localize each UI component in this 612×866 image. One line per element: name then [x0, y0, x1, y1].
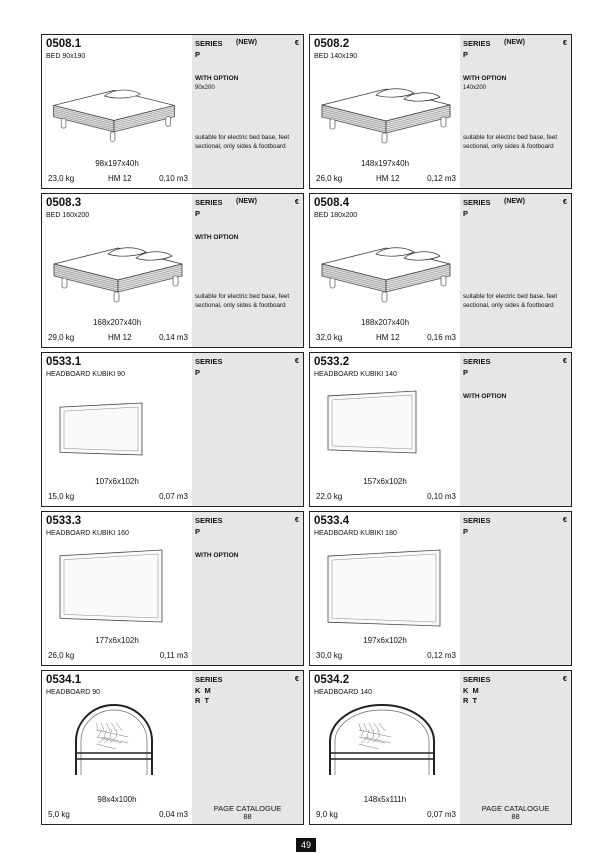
- product-note: suitable for electric bed base, feet sectional, only sides & footboard: [463, 293, 558, 309]
- product-code: 0533.2: [314, 356, 350, 368]
- catalogue-grid: [41, 34, 572, 826]
- series-label: SERIES: [195, 39, 223, 48]
- product-info: [310, 671, 460, 824]
- series-code: P: [463, 368, 470, 377]
- panel-headboard-icon: [324, 387, 420, 462]
- new-badge: (NEW): [236, 39, 257, 46]
- product-weight: 26,0 kg: [48, 651, 75, 660]
- series-code: K M: [463, 686, 480, 695]
- series-code: P: [195, 368, 202, 377]
- currency-symbol: €: [562, 515, 567, 524]
- product-hm: HM 12: [108, 174, 132, 183]
- page-catalogue-label: PAGE CATALOGUE: [481, 804, 550, 813]
- series-code: P: [195, 50, 202, 59]
- arch-headboard-icon: [324, 701, 440, 784]
- product-hm: HM 12: [108, 333, 132, 342]
- currency-symbol: €: [294, 38, 299, 47]
- product-name: HEADBOARD KUBIKI 140: [314, 371, 397, 378]
- product-volume: 0,16 m3: [427, 333, 456, 342]
- option-size: 140x200: [463, 85, 487, 91]
- product-volume: 0,10 m3: [159, 174, 188, 183]
- product-hm: HM 12: [376, 333, 400, 342]
- series-panel: [460, 671, 571, 824]
- product-volume: 0,07 m3: [427, 810, 456, 819]
- page-catalogue-number: 88: [511, 812, 520, 821]
- product-weight: 30,0 kg: [316, 651, 343, 660]
- bed-icon: [316, 75, 456, 155]
- product-dimensions: 177x6x102h: [95, 636, 139, 645]
- product-info: [42, 353, 192, 506]
- series-panel: [460, 35, 571, 188]
- series-code: P: [463, 50, 470, 59]
- currency-symbol: €: [562, 197, 567, 206]
- bed-icon: [316, 234, 456, 314]
- series-panel: [460, 353, 571, 506]
- currency-symbol: €: [294, 515, 299, 524]
- series-panel: [192, 353, 303, 506]
- bed-icon: [48, 234, 188, 314]
- series-panel: [192, 35, 303, 188]
- product-card: [309, 670, 572, 825]
- series-code: P: [463, 209, 470, 218]
- currency-symbol: €: [294, 197, 299, 206]
- series-label: SERIES: [195, 198, 223, 207]
- series-panel: [460, 194, 571, 347]
- series-label: SERIES: [195, 516, 223, 525]
- currency-symbol: €: [294, 674, 299, 683]
- product-card: [41, 193, 304, 348]
- product-card: [41, 670, 304, 825]
- product-volume: 0,07 m3: [159, 492, 188, 501]
- product-info: [42, 671, 192, 824]
- series-label: SERIES: [463, 516, 491, 525]
- series-label: SERIES: [463, 675, 491, 684]
- product-dimensions: 197x6x102h: [363, 636, 407, 645]
- page-catalogue-label: PAGE CATALOGUE: [213, 804, 282, 813]
- product-info: [310, 194, 460, 347]
- product-weight: 32,0 kg: [316, 333, 343, 342]
- panel-headboard-icon: [324, 546, 444, 635]
- series-label: SERIES: [195, 357, 223, 366]
- product-note: suitable for electric bed base, feet sectional, only sides & footboard: [463, 134, 558, 150]
- series-code: P: [195, 527, 202, 536]
- product-code: 0508.2: [314, 38, 350, 50]
- product-dimensions: 148x5x111h: [363, 795, 407, 804]
- product-code: 0533.3: [46, 515, 82, 527]
- product-name: BED 90x190: [46, 53, 86, 60]
- series-label: SERIES: [463, 198, 491, 207]
- product-weight: 15,0 kg: [48, 492, 75, 501]
- product-volume: 0,10 m3: [427, 492, 456, 501]
- product-name: HEADBOARD KUBIKI 180: [314, 530, 397, 537]
- product-code: 0534.1: [46, 674, 82, 686]
- product-card: [41, 352, 304, 507]
- product-dimensions: 98x4x100h: [97, 795, 137, 804]
- series-panel: [192, 194, 303, 347]
- product-card: [309, 34, 572, 189]
- product-info: [42, 35, 192, 188]
- product-card: [309, 193, 572, 348]
- product-volume: 0,12 m3: [427, 174, 456, 183]
- product-code: 0533.4: [314, 515, 350, 527]
- option-label: WITH OPTION: [195, 234, 239, 241]
- product-code: 0508.3: [46, 197, 82, 209]
- bed-icon: [48, 75, 180, 155]
- currency-symbol: €: [562, 38, 567, 47]
- new-badge: (NEW): [236, 198, 257, 205]
- product-weight: 22,0 kg: [316, 492, 343, 501]
- product-code: 0508.1: [46, 38, 82, 50]
- page-number: 49: [296, 838, 316, 852]
- product-card: [41, 34, 304, 189]
- currency-symbol: €: [562, 356, 567, 365]
- product-weight: 9,0 kg: [316, 810, 338, 819]
- currency-symbol: €: [294, 356, 299, 365]
- product-dimensions: 98x197x40h: [95, 159, 139, 168]
- product-code: 0508.4: [314, 197, 350, 209]
- page-catalogue-number: 88: [243, 812, 252, 821]
- product-volume: 0,11 m3: [159, 651, 188, 660]
- product-name: BED 180x200: [314, 212, 358, 219]
- product-dimensions: 157x6x102h: [363, 477, 407, 486]
- product-card: [309, 352, 572, 507]
- new-badge: (NEW): [504, 198, 525, 205]
- product-note: suitable for electric bed base, feet sectional, only sides & footboard: [195, 293, 290, 309]
- product-dimensions: 107x6x102h: [95, 477, 139, 486]
- series-code: K M: [195, 686, 212, 695]
- panel-headboard-icon: [56, 546, 166, 631]
- option-label: WITH OPTION: [195, 75, 239, 82]
- product-name: BED 140x190: [314, 53, 358, 60]
- product-info: [310, 512, 460, 665]
- product-code: 0534.2: [314, 674, 350, 686]
- product-info: [42, 512, 192, 665]
- product-volume: 0,04 m3: [159, 810, 188, 819]
- series-label: SERIES: [463, 39, 491, 48]
- product-card: [309, 511, 572, 666]
- product-name: HEADBOARD KUBIKI 160: [46, 530, 129, 537]
- product-hm: HM 12: [376, 174, 400, 183]
- option-label: WITH OPTION: [463, 75, 507, 82]
- series-panel: [460, 512, 571, 665]
- series-code: P: [195, 209, 202, 218]
- series-label: SERIES: [195, 675, 223, 684]
- new-badge: (NEW): [504, 39, 525, 46]
- product-info: [310, 35, 460, 188]
- product-info: [42, 194, 192, 347]
- product-card: [41, 511, 304, 666]
- series-code: P: [463, 527, 470, 536]
- product-code: 0533.1: [46, 356, 82, 368]
- panel-headboard-icon: [56, 399, 146, 464]
- page-catalogue-ref: [460, 805, 571, 821]
- product-info: [310, 353, 460, 506]
- product-name: HEADBOARD KUBIKI 90: [46, 371, 125, 378]
- product-dimensions: 148x197x40h: [360, 159, 410, 168]
- product-note: suitable for electric bed base, feet sectional, only sides & footboard: [195, 134, 290, 150]
- product-weight: 29,0 kg: [48, 333, 75, 342]
- product-weight: 23,0 kg: [48, 174, 75, 183]
- series-code: R T: [195, 696, 211, 705]
- product-name: HEADBOARD 140: [314, 689, 372, 696]
- option-label: WITH OPTION: [463, 393, 507, 400]
- series-panel: [192, 512, 303, 665]
- product-dimensions: 188x207x40h: [360, 318, 410, 327]
- series-panel: [192, 671, 303, 824]
- product-volume: 0,12 m3: [427, 651, 456, 660]
- series-label: SERIES: [463, 357, 491, 366]
- product-weight: 5,0 kg: [48, 810, 70, 819]
- option-label: WITH OPTION: [195, 552, 239, 559]
- product-dimensions: 168x207x40h: [92, 318, 142, 327]
- option-size: 90x200: [195, 85, 215, 91]
- page-catalogue-ref: [192, 805, 303, 821]
- product-name: HEADBOARD 90: [46, 689, 101, 696]
- product-volume: 0,14 m3: [159, 333, 188, 342]
- arch-headboard-icon: [70, 701, 158, 784]
- product-name: BED 160x200: [46, 212, 90, 219]
- product-weight: 26,0 kg: [316, 174, 343, 183]
- currency-symbol: €: [562, 674, 567, 683]
- series-code: R T: [463, 696, 479, 705]
